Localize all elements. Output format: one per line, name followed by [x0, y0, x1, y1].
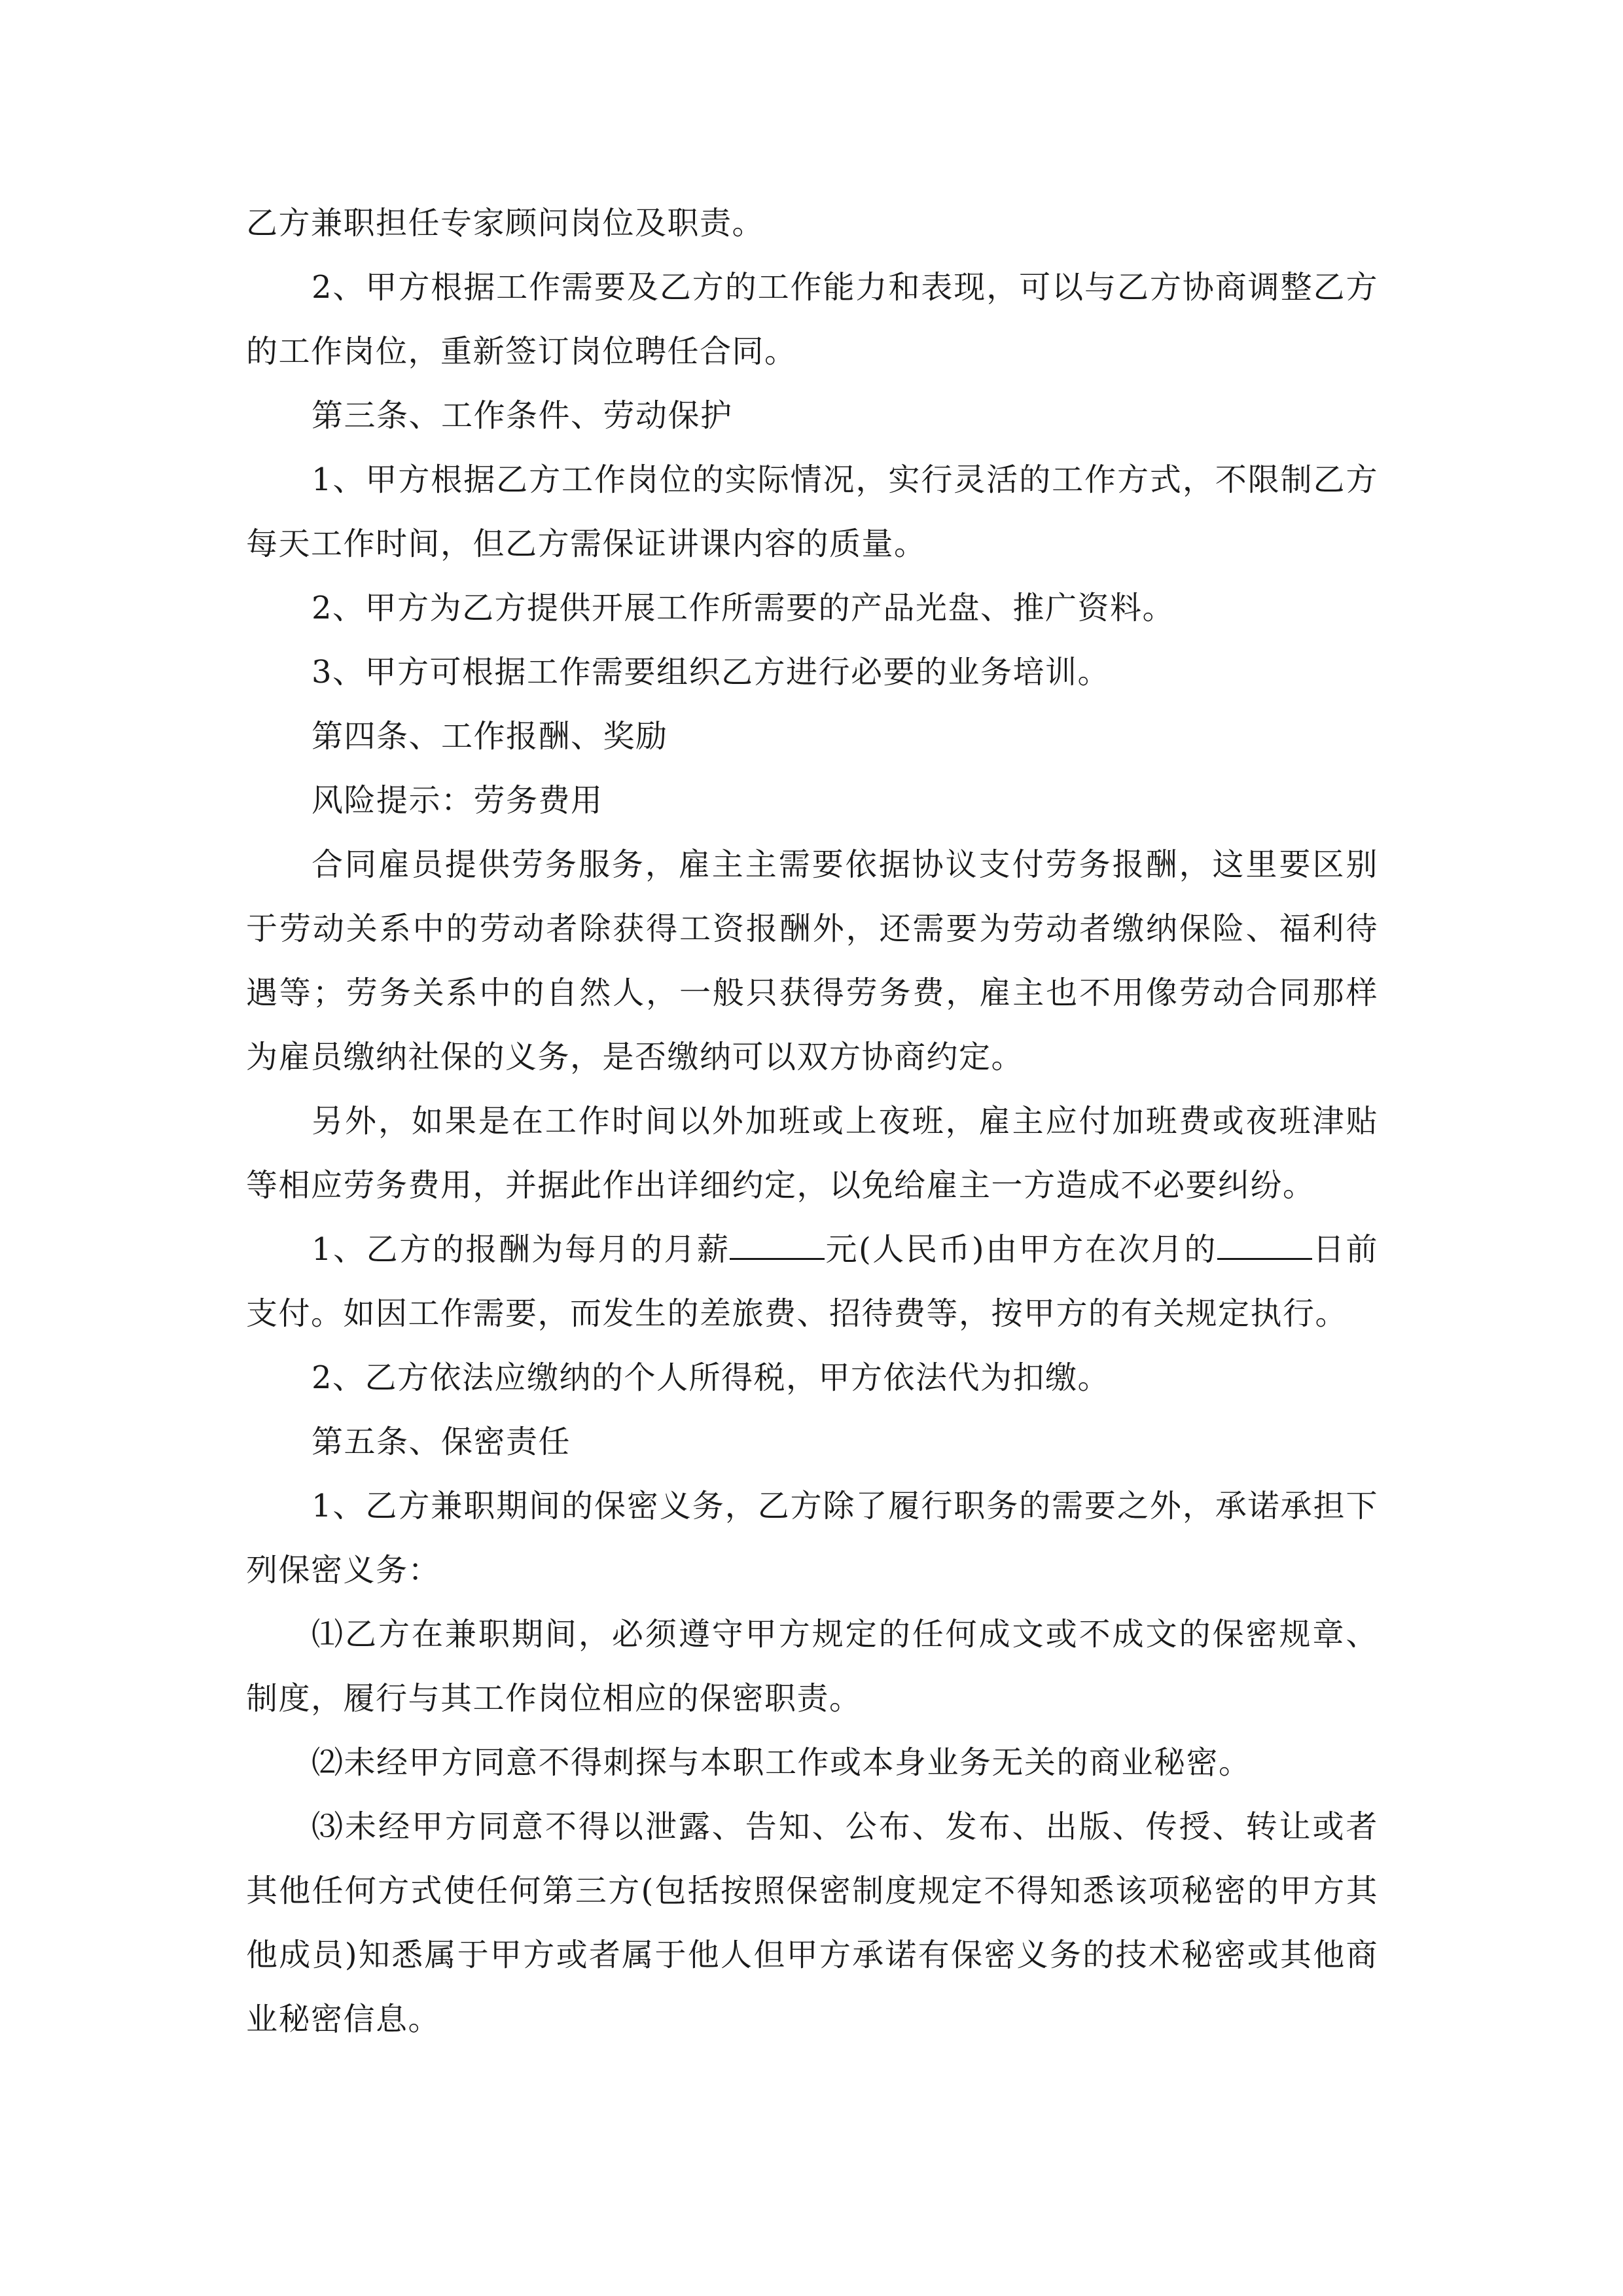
salary-clause-part2: 元(人民币)由甲方在次月的 — [825, 1231, 1217, 1268]
paragraph-5: 2、甲方为乙方提供开展工作所需要的产品光盘、推广资料。 — [312, 590, 1175, 626]
document-body — [246, 191, 1378, 2051]
confidentiality-item-3: ⑶未经甲方同意不得以泄露、告知、公布、发布、出版、传授、转让或者其他任何方式使任何第三方(包括按照保密制度规定不得知悉该项秘密的甲方其他成员)知悉属于甲方或者属于他人但甲方承诺有保密义务的技术秘密或其他商业秘密信息。 — [246, 1808, 1378, 2037]
paragraph-1: 乙方兼职担任专家顾问岗位及职责。 — [246, 205, 765, 242]
salary-clause — [246, 1217, 1378, 1346]
paragraph-4: 1、甲方根据乙方工作岗位的实际情况，实行灵活的工作方式，不限制乙方每天工作时间，但乙方需保证讲课内容的质量。 — [246, 461, 1378, 562]
risk-tip-heading: 风险提示：劳务费用 — [312, 782, 603, 819]
monthly-salary-blank — [730, 1232, 825, 1260]
paragraph-12: 2、乙方依法应缴纳的个人所得税，甲方依法代为扣缴。 — [312, 1359, 1111, 1396]
confidentiality-item-1: ⑴乙方在兼职期间，必须遵守甲方规定的任何成文或不成文的保密规章、制度，履行与其工作岗位相应的保密职责。 — [246, 1616, 1378, 1717]
salary-clause-part1: 1、乙方的报酬为每月的月薪 — [312, 1231, 730, 1268]
paragraph-10: 另外，如果是在工作时间以外加班或上夜班，雇主应付加班费或夜班津贴等相应劳务费用，并据此作出详细约定，以免给雇主一方造成不必要纠纷。 — [246, 1103, 1378, 1204]
paragraph-2: 2、甲方根据工作需要及乙方的工作能力和表现，可以与乙方协商调整乙方的工作岗位，重新签订岗位聘任合同。 — [246, 269, 1378, 370]
salary-clause-part3: 日前支付。如因工作需要，而发生的差旅费、招待费等，按甲方的有关规定执行。 — [246, 1231, 1378, 1332]
section-heading-5: 第五条、保密责任 — [312, 1424, 571, 1460]
paragraph-9: 合同雇员提供劳务服务，雇主主需要依据协议支付劳务报酬，这里要区别于劳动关系中的劳动者除获得工资报酬外，还需要为劳动者缴纳保险、福利待遇等；劳务关系中的自然人，一般只获得劳务费，雇主也不用像劳动合同那样为雇员缴纳社保的义务，是否缴纳可以双方协商约定。 — [246, 846, 1378, 1075]
section-heading-4: 第四条、工作报酬、奖励 — [312, 718, 668, 755]
section-heading-3: 第三条、工作条件、劳动保护 — [312, 397, 733, 434]
paragraph-14: 1、乙方兼职期间的保密义务，乙方除了履行职务的需要之外，承诺承担下列保密义务： — [246, 1488, 1378, 1588]
confidentiality-item-2: ⑵未经甲方同意不得刺探与本职工作或本身业务无关的商业秘密。 — [312, 1744, 1251, 1781]
payment-day-blank — [1217, 1232, 1312, 1260]
paragraph-6: 3、甲方可根据工作需要组织乙方进行必要的业务培训。 — [312, 654, 1111, 691]
